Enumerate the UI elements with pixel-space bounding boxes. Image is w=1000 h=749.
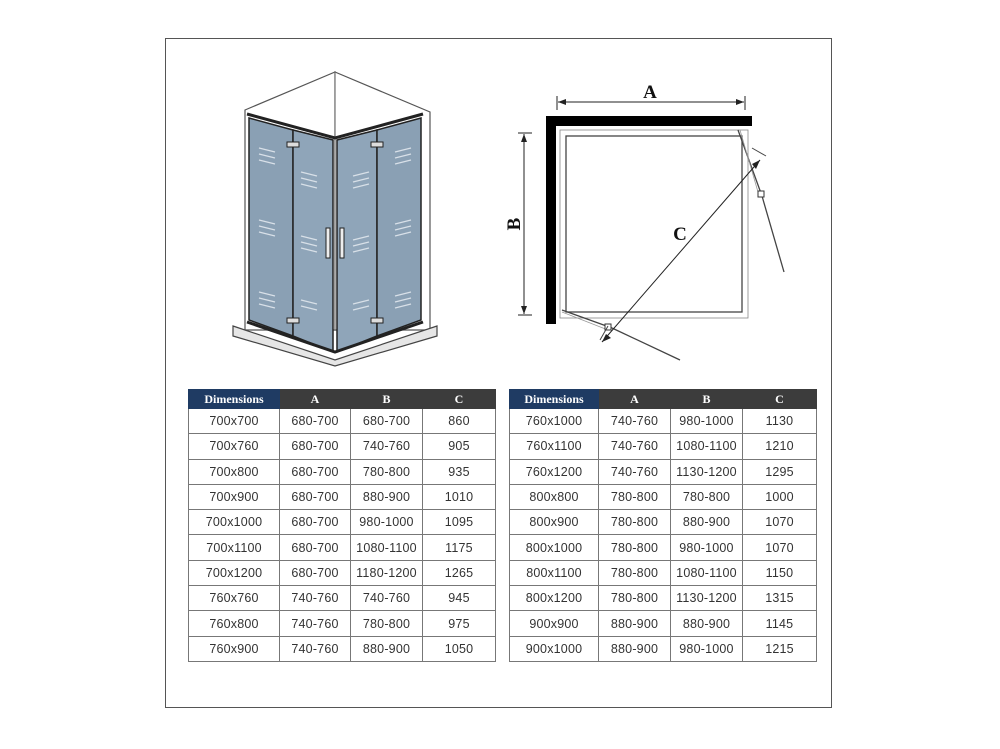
table-row [510, 510, 817, 535]
cell-c: 1175 [423, 535, 496, 560]
cell-b: 1080-1100 [351, 535, 423, 560]
cell-b: 1080-1100 [671, 560, 743, 585]
table-row [510, 535, 817, 560]
cell-dimensions: 700x1000 [189, 510, 280, 535]
cell-a: 780-800 [599, 586, 671, 611]
cell-a: 740-760 [599, 434, 671, 459]
label-a: A [643, 82, 657, 103]
cell-a: 880-900 [599, 636, 671, 661]
cell-c: 945 [423, 586, 496, 611]
cell-dimensions: 700x1200 [189, 560, 280, 585]
cell-b: 740-760 [351, 586, 423, 611]
cell-a: 880-900 [599, 611, 671, 636]
cell-c: 1210 [743, 434, 817, 459]
cell-b: 880-900 [671, 611, 743, 636]
table-row [510, 560, 817, 585]
cell-a: 780-800 [599, 510, 671, 535]
table-row [189, 409, 496, 434]
cell-b: 780-800 [671, 484, 743, 509]
cell-dimensions: 700x900 [189, 484, 280, 509]
cell-a: 780-800 [599, 560, 671, 585]
cell-b: 1080-1100 [671, 434, 743, 459]
cell-dimensions: 760x800 [189, 611, 280, 636]
cell-a: 740-760 [280, 636, 351, 661]
cell-c: 1000 [743, 484, 817, 509]
header-a: A [599, 390, 671, 409]
cell-b: 980-1000 [671, 636, 743, 661]
cell-b: 1180-1200 [351, 560, 423, 585]
cell-dimensions: 760x900 [189, 636, 280, 661]
cell-a: 680-700 [280, 535, 351, 560]
cell-c: 1295 [743, 459, 817, 484]
table-row [189, 434, 496, 459]
cell-dimensions: 800x900 [510, 510, 599, 535]
cell-a: 680-700 [280, 409, 351, 434]
cell-a: 680-700 [280, 560, 351, 585]
table-row [510, 459, 817, 484]
cell-c: 1070 [743, 535, 817, 560]
cell-a: 680-700 [280, 459, 351, 484]
cell-dimensions: 760x1200 [510, 459, 599, 484]
cell-a: 780-800 [599, 484, 671, 509]
cell-b: 980-1000 [671, 535, 743, 560]
cell-a: 680-700 [280, 434, 351, 459]
cell-a: 740-760 [280, 611, 351, 636]
header-dimensions: Dimensions [510, 390, 599, 409]
table-row [189, 636, 496, 661]
cell-dimensions: 760x1000 [510, 409, 599, 434]
dimensions-table-left [188, 389, 496, 662]
cell-c: 935 [423, 459, 496, 484]
table-row [189, 484, 496, 509]
table-row [189, 586, 496, 611]
cell-c: 1130 [743, 409, 817, 434]
header-c: C [423, 390, 496, 409]
cell-dimensions: 800x1100 [510, 560, 599, 585]
cell-dimensions: 700x760 [189, 434, 280, 459]
cell-c: 905 [423, 434, 496, 459]
cell-b: 980-1000 [351, 510, 423, 535]
cell-dimensions: 800x800 [510, 484, 599, 509]
cell-dimensions: 700x1100 [189, 535, 280, 560]
cell-dimensions: 700x700 [189, 409, 280, 434]
cell-c: 860 [423, 409, 496, 434]
cell-c: 1265 [423, 560, 496, 585]
cell-c: 1215 [743, 636, 817, 661]
cell-dimensions: 900x1000 [510, 636, 599, 661]
header-dimensions: Dimensions [189, 390, 280, 409]
cell-b: 1130-1200 [671, 459, 743, 484]
cell-c: 1070 [743, 510, 817, 535]
table-row [189, 535, 496, 560]
cell-b: 1130-1200 [671, 586, 743, 611]
cell-a: 680-700 [280, 484, 351, 509]
cell-a: 740-760 [599, 409, 671, 434]
cell-b: 980-1000 [671, 409, 743, 434]
header-b: B [671, 390, 743, 409]
label-b: B [504, 217, 525, 231]
cell-dimensions: 760x760 [189, 586, 280, 611]
table-row [510, 611, 817, 636]
label-c: C [673, 224, 687, 245]
cell-dimensions: 800x1000 [510, 535, 599, 560]
header-c: C [743, 390, 817, 409]
cell-c: 1145 [743, 611, 817, 636]
cell-a: 740-760 [280, 586, 351, 611]
cell-dimensions: 700x800 [189, 459, 280, 484]
table-row [189, 560, 496, 585]
cell-c: 1050 [423, 636, 496, 661]
cell-a: 740-760 [599, 459, 671, 484]
cell-a: 780-800 [599, 535, 671, 560]
table-row [189, 459, 496, 484]
cell-b: 880-900 [671, 510, 743, 535]
cell-b: 780-800 [351, 459, 423, 484]
cell-a: 680-700 [280, 510, 351, 535]
dimensions-table-right [509, 389, 817, 662]
cell-b: 880-900 [351, 636, 423, 661]
cell-b: 780-800 [351, 611, 423, 636]
plan-dimension-diagram [500, 78, 800, 370]
cell-c: 1095 [423, 510, 496, 535]
table-row [510, 484, 817, 509]
table-row [510, 434, 817, 459]
table-row [510, 409, 817, 434]
cell-c: 975 [423, 611, 496, 636]
header-b: B [351, 390, 423, 409]
cell-dimensions: 760x1100 [510, 434, 599, 459]
header-a: A [280, 390, 351, 409]
cell-c: 1010 [423, 484, 496, 509]
cell-c: 1315 [743, 586, 817, 611]
cell-b: 740-760 [351, 434, 423, 459]
cell-dimensions: 800x1200 [510, 586, 599, 611]
cell-dimensions: 900x900 [510, 611, 599, 636]
table-row [189, 611, 496, 636]
table-row [189, 510, 496, 535]
table-row [510, 636, 817, 661]
shower-enclosure-illustration [225, 68, 450, 368]
table-row [510, 586, 817, 611]
cell-b: 880-900 [351, 484, 423, 509]
cell-c: 1150 [743, 560, 817, 585]
cell-b: 680-700 [351, 409, 423, 434]
